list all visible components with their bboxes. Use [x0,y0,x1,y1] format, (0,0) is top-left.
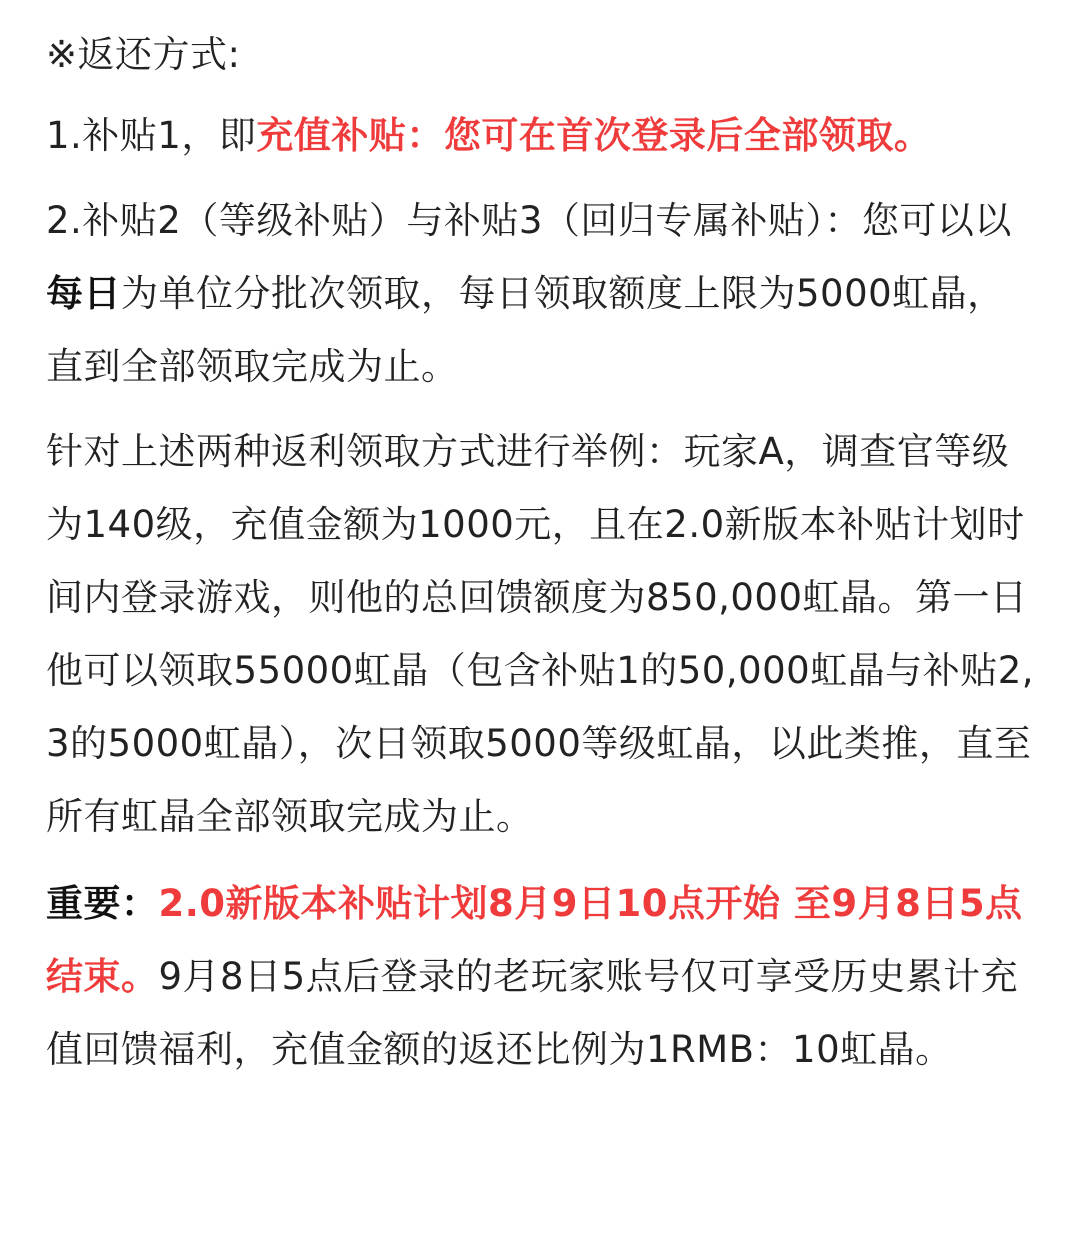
important-text: 9月8日5点后登录的老玩家账号仅可享受历史累计充值回馈福利，充值金额的返还比例为1RMB：10虹晶。 [46,955,1019,1071]
important-label: 重要： [46,882,159,925]
important-highlight: 2.0新版本补贴计划8月9日10点开始 至9月8日5点结束。 [46,882,1023,998]
item-1-highlight: 充值补贴：您可在首次登录后全部领取。 [256,114,932,157]
item-1-paragraph [46,99,1040,172]
example-paragraph [46,415,1040,853]
heading-text: ※返还方式: [46,33,241,76]
example-text: 针对上述两种返利领取方式进行举例：玩家A，调查官等级为140级，充值金额为1000元，且在2.0新版本补贴计划时间内登录游戏，则他的总回馈额度为850,000虹晶。第一日他可以领取55000虹晶（包含补贴1的50,000虹晶与补贴2,3的5000虹晶），次日领取5000等级虹晶，以此类推，直至所有虹晶全部领取完成为止。 [46,430,1035,838]
section-heading [46,18,1040,91]
important-paragraph [46,867,1040,1086]
item-1-prefix: 1.补贴1，即 [46,114,257,157]
item-2-part1: 2.补贴2（等级补贴）与补贴3（回归专属补贴）：您可以以 [46,199,1012,242]
item-2-bold-daily: 每日 [46,272,121,315]
item-2-paragraph [46,184,1040,403]
item-2-part2: 为单位分批次领取，每日领取额度上限为5000虹晶，直到全部领取完成为止。 [46,272,1005,388]
